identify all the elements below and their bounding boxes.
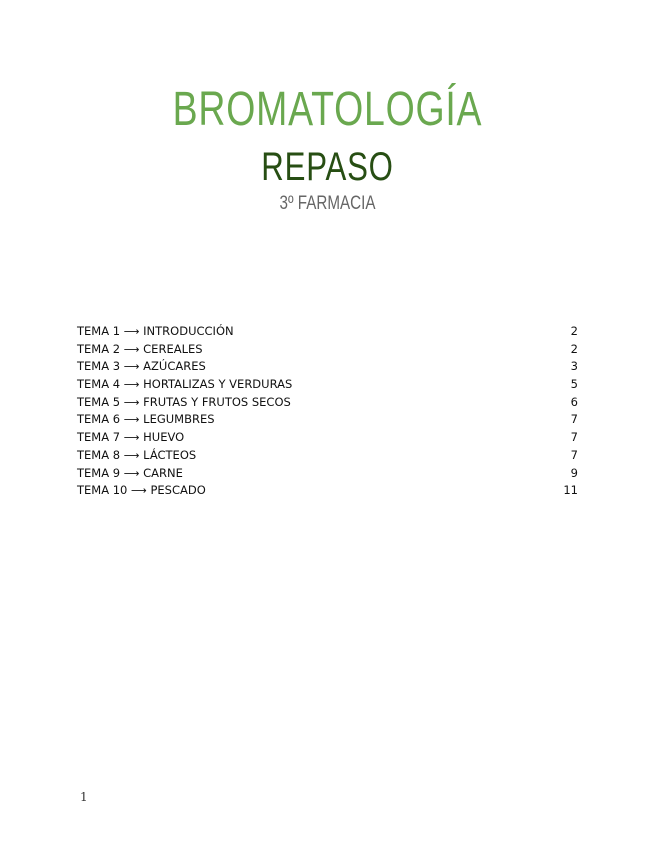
- arrow-icon: ⟶: [123, 342, 140, 356]
- toc-page-number: 7: [570, 447, 578, 462]
- course-label: 3º FARMACIA: [279, 193, 376, 214]
- toc-entry-label: [77, 323, 234, 341]
- toc-page-number: 6: [570, 394, 578, 409]
- toc-entry-label: [77, 394, 291, 412]
- title-block: [0, 80, 655, 216]
- toc-tema: TEMA 3: [77, 359, 121, 374]
- toc-tema: TEMA 6: [77, 412, 121, 427]
- document-title: BROMATOLOGÍA: [172, 83, 483, 136]
- toc-entry-label: [77, 429, 184, 447]
- toc-page-number: 5: [570, 377, 578, 392]
- toc-tema: TEMA 1: [77, 324, 121, 338]
- toc-tema: TEMA 8: [77, 447, 121, 462]
- toc-tema: TEMA 7: [77, 430, 121, 445]
- toc-entry-label: [77, 376, 292, 394]
- toc-topic: PESCADO: [150, 483, 206, 498]
- table-of-contents: [77, 323, 578, 500]
- toc-entry-tema-5[interactable]: [77, 394, 578, 412]
- toc-entry-label: [77, 411, 215, 429]
- arrow-icon: ⟶: [123, 448, 140, 462]
- toc-entry-label: [77, 358, 206, 376]
- arrow-icon: ⟶: [123, 431, 140, 445]
- arrow-icon: ⟶: [123, 466, 140, 480]
- toc-entry-tema-4[interactable]: [77, 376, 578, 394]
- toc-entry-label: [77, 465, 183, 483]
- toc-entry-label: [77, 447, 196, 465]
- toc-entry-tema-3[interactable]: [77, 358, 578, 376]
- toc-tema: TEMA 5: [77, 394, 121, 409]
- document-subtitle: REPASO: [261, 145, 394, 189]
- toc-page-number: 3: [570, 359, 578, 374]
- toc-topic: HORTALIZAS Y VERDURAS: [143, 377, 293, 392]
- toc-entry-tema-1[interactable]: [77, 323, 578, 341]
- toc-page-number: 9: [570, 465, 578, 480]
- arrow-icon: ⟶: [123, 413, 140, 427]
- toc-topic: HUEVO: [143, 430, 185, 445]
- toc-topic: INTRODUCCIÓN: [143, 324, 234, 338]
- toc-entry-tema-8[interactable]: [77, 447, 578, 465]
- toc-tema: TEMA 10: [77, 483, 128, 498]
- arrow-icon: ⟶: [123, 325, 140, 338]
- page-number: 1: [80, 790, 88, 804]
- arrow-icon: ⟶: [123, 395, 140, 409]
- toc-topic: CARNE: [143, 465, 183, 480]
- toc-entry-tema-7[interactable]: [77, 429, 578, 447]
- toc-topic: FRUTAS Y FRUTOS SECOS: [143, 394, 291, 409]
- toc-entry-label: [77, 482, 206, 500]
- toc-entry-tema-6[interactable]: [77, 411, 578, 429]
- toc-topic: AZÚCARES: [143, 359, 206, 374]
- toc-tema: TEMA 4: [77, 377, 121, 392]
- toc-entry-tema-9[interactable]: [77, 465, 578, 483]
- toc-topic: LÁCTEOS: [143, 447, 197, 462]
- toc-page-number: 7: [570, 430, 578, 445]
- toc-tema: TEMA 9: [77, 465, 121, 480]
- toc-page-number: 11: [563, 483, 578, 498]
- arrow-icon: ⟶: [123, 360, 140, 374]
- toc-topic: LEGUMBRES: [143, 412, 215, 427]
- toc-entry-tema-2[interactable]: [77, 341, 578, 359]
- toc-page-number: 2: [570, 341, 578, 356]
- arrow-icon: ⟶: [123, 378, 140, 392]
- toc-entry-tema-10[interactable]: [77, 482, 578, 500]
- arrow-icon: ⟶: [131, 484, 147, 498]
- toc-topic: CEREALES: [143, 341, 203, 356]
- toc-page-number: 2: [570, 324, 578, 338]
- toc-page-number: 7: [570, 412, 578, 427]
- toc-tema: TEMA 2: [77, 341, 121, 356]
- toc-entry-label: [77, 341, 203, 359]
